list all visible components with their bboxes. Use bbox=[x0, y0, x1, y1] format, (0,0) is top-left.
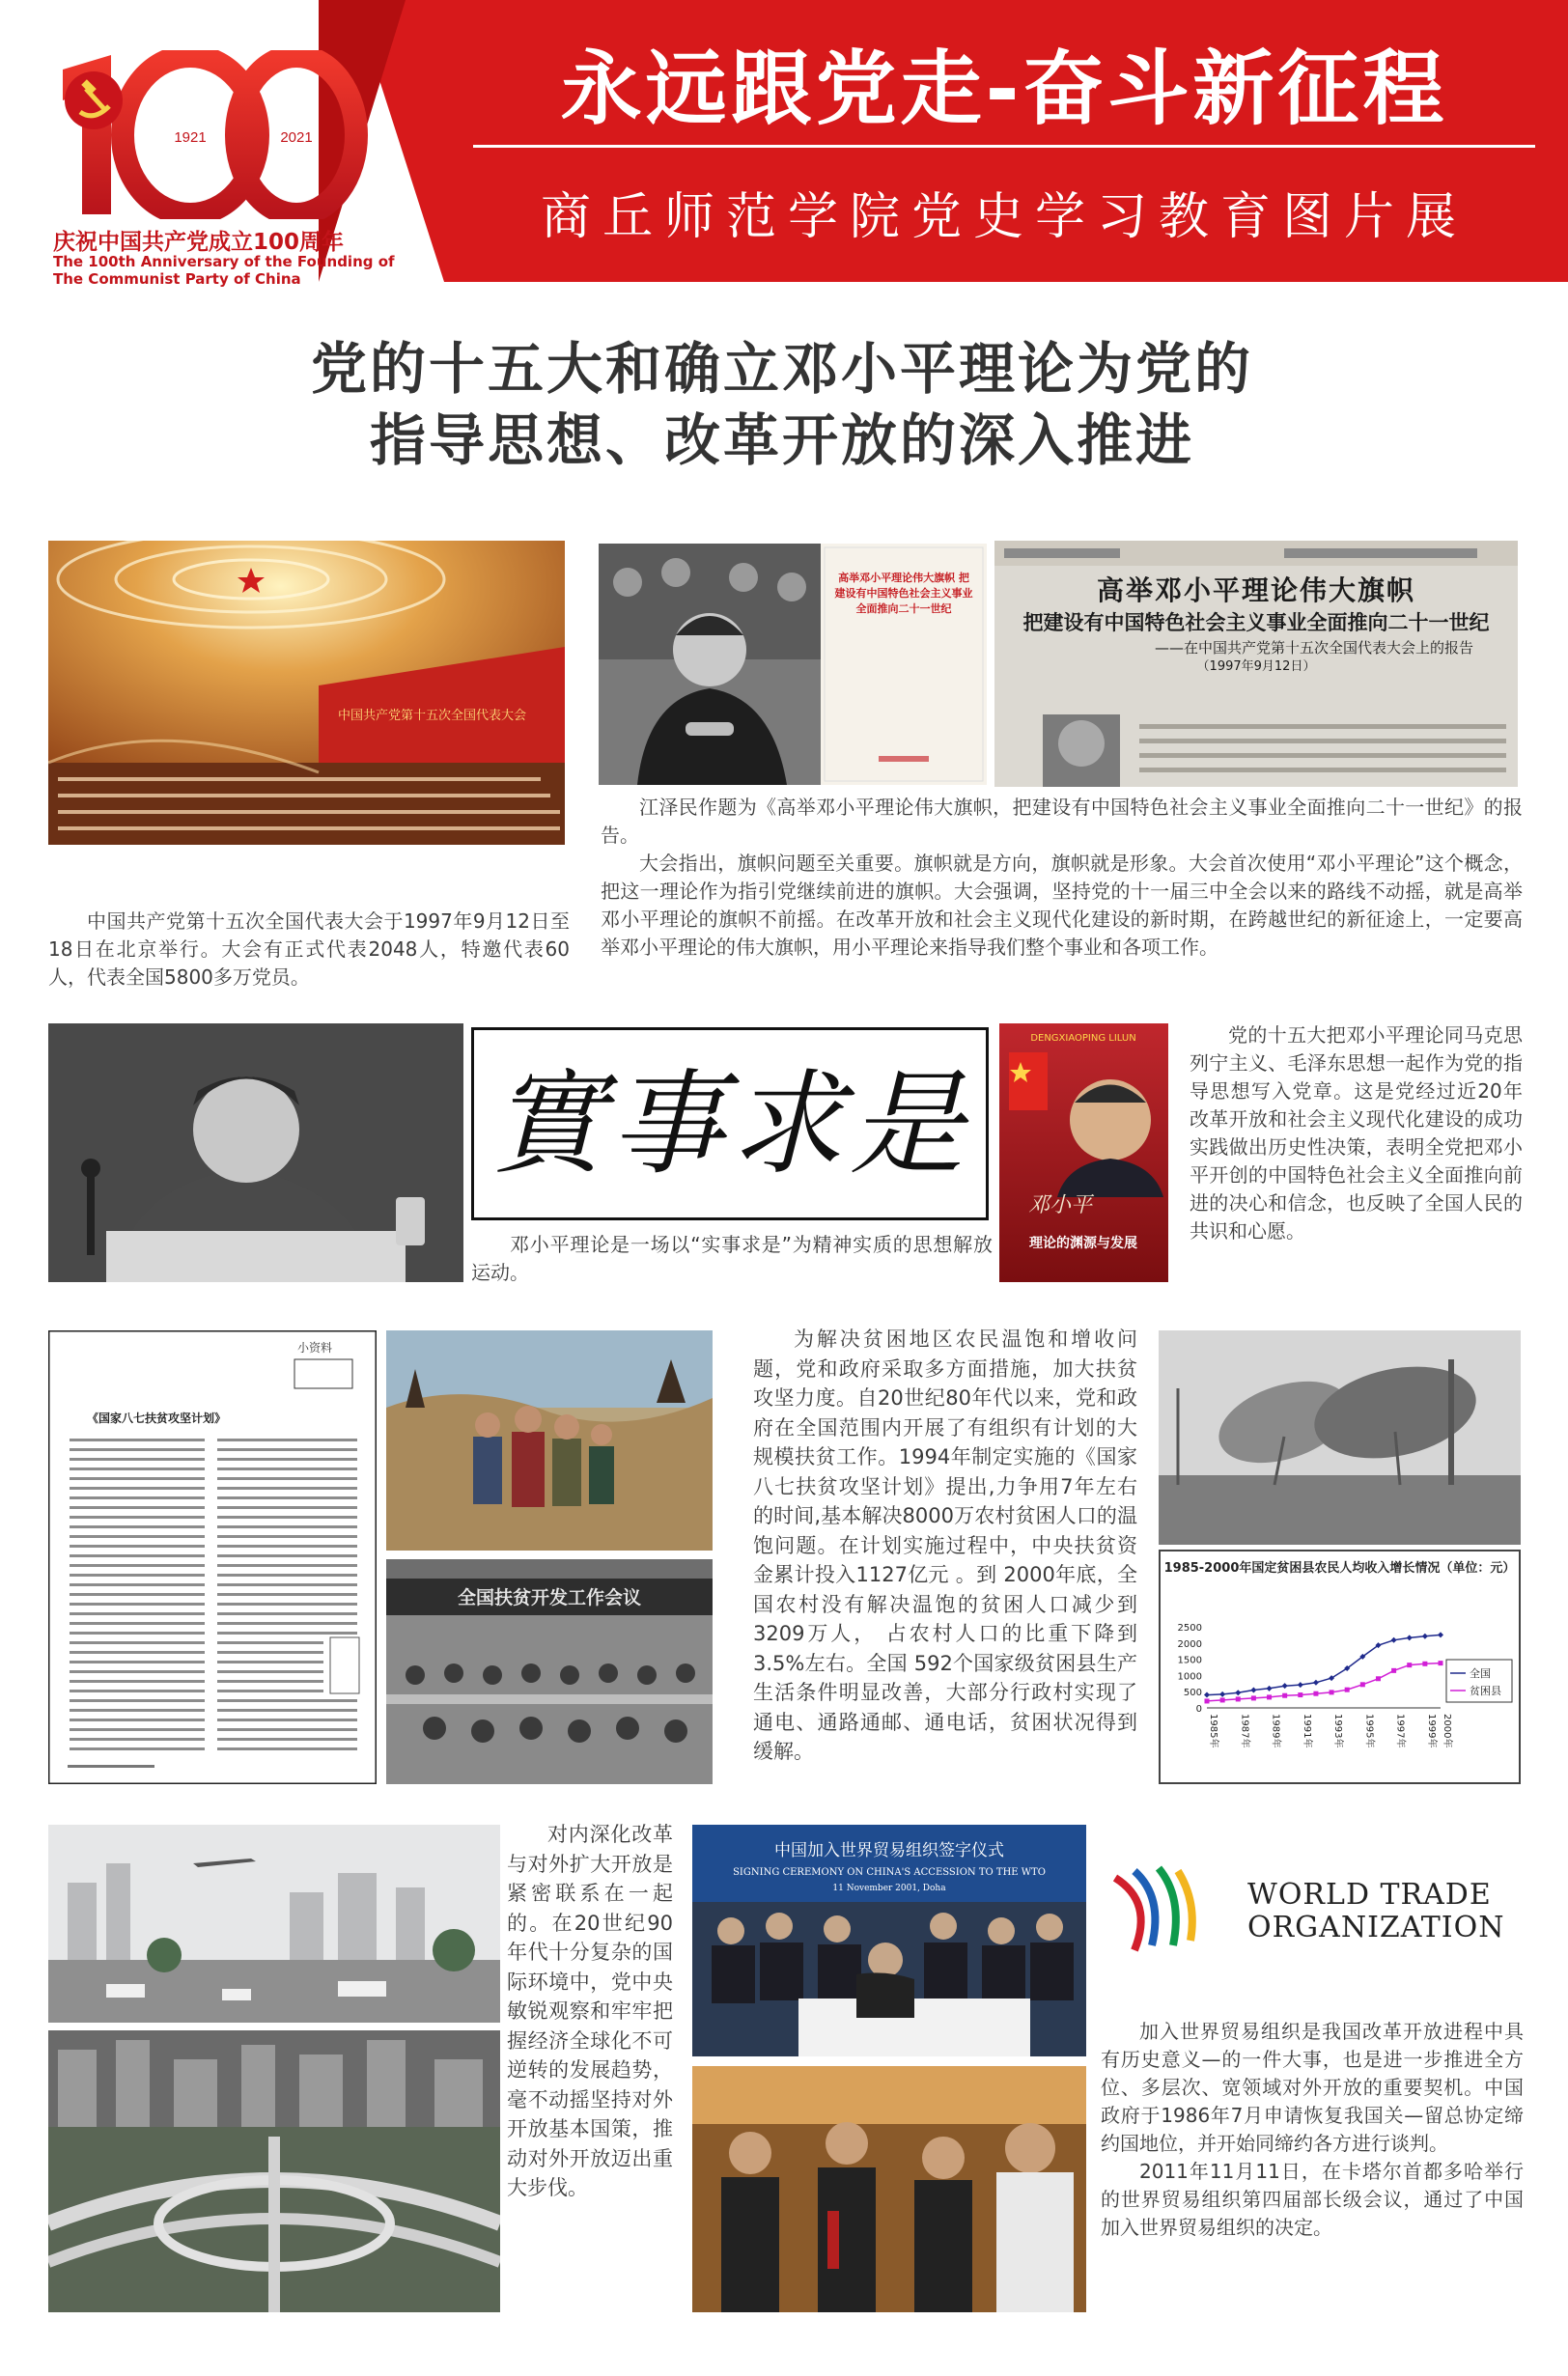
wto-signing-photo bbox=[692, 1825, 1086, 2056]
chart-y-tick: 500 bbox=[1183, 1688, 1202, 1699]
newspaper-headline1: 高举邓小平理论伟大旗帜 bbox=[1096, 574, 1415, 606]
highway-interchange-photo bbox=[48, 2030, 500, 2312]
book-top-text: DENGXIAOPING LILUN bbox=[1030, 1033, 1136, 1044]
chart-point bbox=[1438, 1632, 1443, 1637]
chart-legend-label: 贫困县 bbox=[1470, 1685, 1501, 1697]
chart-point bbox=[1205, 1698, 1210, 1703]
chart-point bbox=[1422, 1662, 1427, 1666]
section1-caption bbox=[48, 908, 570, 992]
chart-point bbox=[1391, 1668, 1396, 1673]
chart-y-tick: 1000 bbox=[1177, 1671, 1202, 1683]
section2-p1: 江泽民作题为《高举邓小平理论伟大旗帜，把建设有中国特色社会主义事业全面推向二十一世纪》的报告。 bbox=[601, 796, 1523, 847]
logo-year-start: 1921 bbox=[174, 129, 207, 146]
newspaper-sub: ——在中国共产党第十五次全国代表大会上的报告 bbox=[1154, 639, 1473, 657]
wto-wordmark-line2: ORGANIZATION bbox=[1247, 1911, 1505, 1944]
jiang-report-photo bbox=[599, 544, 821, 785]
wto-celebration-photo bbox=[692, 2066, 1086, 2312]
book-title-text: 理论的渊源与发展 bbox=[1029, 1236, 1137, 1251]
chart-x-tick: 1991年 bbox=[1301, 1714, 1312, 1748]
chart-point bbox=[1330, 1690, 1334, 1694]
chart-point bbox=[1219, 1691, 1225, 1697]
section5-text bbox=[507, 1820, 673, 2203]
chart-point bbox=[1313, 1680, 1319, 1686]
section5-text-p: 对内深化改革与对外扩大开放是紧密联系在一起的。在20世纪90年代十分复杂的国际环境中，党中央敏锐观察和牢牢把握经济全球化不可逆转的发展趋势，毫不动摇坚持对外开放基本国策，推动对外开放迈出重大步伐。 bbox=[507, 1823, 673, 2199]
book-cover-text: 高举邓小平理论伟大旗帜 把建设有中国特色社会主义事业全面推向二十一世纪 bbox=[834, 572, 973, 615]
section4-text bbox=[753, 1325, 1137, 1767]
chart-point bbox=[1298, 1682, 1303, 1688]
chart-point bbox=[1407, 1635, 1413, 1640]
chart-point bbox=[1236, 1696, 1241, 1701]
report-book-cover bbox=[821, 544, 987, 785]
chart-point bbox=[1282, 1693, 1287, 1698]
section3-caption-text: 邓小平理论是一场以“实事求是”为精神实质的思想解放运动。 bbox=[471, 1233, 993, 1284]
section3-text bbox=[1190, 1021, 1523, 1245]
calligraphy-panel bbox=[471, 1027, 989, 1220]
wto-logo bbox=[1106, 1854, 1202, 1960]
section1-caption-text: 中国共产党第十五次全国代表大会于1997年9月12日至18日在北京举行。大会有正式代表2048人，特邀代表60人，代表全国5800多万党员。 bbox=[48, 909, 570, 989]
city-road-photo bbox=[48, 1825, 500, 2023]
header-title: 永远跟党走-奋斗新征程 bbox=[560, 42, 1448, 136]
chart-plot bbox=[1161, 1551, 1519, 1782]
newspaper-date: （1997年9月12日） bbox=[1196, 659, 1316, 674]
chart-y-tick: 2500 bbox=[1177, 1623, 1202, 1634]
hall-banner-text: 中国共产党第十五次全国代表大会 bbox=[338, 709, 527, 723]
chart-point bbox=[1407, 1663, 1412, 1667]
section2-text bbox=[601, 794, 1523, 962]
section3-text-p: 党的十五大把邓小平理论同马克思列宁主义、毛泽东思想一起作为党的指导思想写入党章。这是党经过近20年改革开放和社会主义现代化建设的成功实践做出历史性决策，表明全党把邓小平开创的中国特色社会主义全面推向前进的决心和信念，也反映了全国人民的共识和心愿。 bbox=[1190, 1023, 1523, 1243]
satellite-dish-photo bbox=[1159, 1330, 1521, 1545]
chart-x-tick: 1993年 bbox=[1332, 1714, 1344, 1748]
rural-children-photo bbox=[386, 1330, 713, 1551]
doc-title: 《国家八七扶贫攻坚计划》 bbox=[87, 1412, 227, 1425]
section2-p2: 大会指出，旗帜问题至关重要。旗帜就是方向，旗帜就是形象。大会首次使用“邓小平理论”这个概念，把这一理论作为指引党继续前进的旗帜。大会强调，坚持党的十一届三中全会以来的路线不动摇，就是高举邓小平理论的旗帜不前摇。在改革开放和社会主义现代化建设的新时期，在跨越世纪的新征途上，一定要高举邓小平理论的伟大旗帜，用小平理论来指导我们整个事业和各项工作。 bbox=[601, 852, 1523, 959]
section6-p2: 2011年11月11日，在卡塔尔首都多哈举行的世界贸易组织第四届部长级会议，通过了中国加入世界贸易组织的决定。 bbox=[1101, 2160, 1524, 2239]
wto-wordmark bbox=[1247, 1879, 1537, 1944]
deng-theory-book-cover bbox=[999, 1023, 1168, 1282]
chart-point bbox=[1267, 1694, 1272, 1699]
chart-x-tick: 1997年 bbox=[1394, 1714, 1406, 1748]
section3-caption bbox=[471, 1231, 993, 1287]
chart-x-tick: 1989年 bbox=[1270, 1714, 1281, 1748]
chart-series-line bbox=[1207, 1663, 1441, 1701]
logo-en-text bbox=[53, 253, 420, 288]
ceremony-en-text: SIGNING CEREMONY ON CHINA'S ACCESSION TO THE WTO bbox=[733, 1867, 1046, 1878]
main-title bbox=[116, 333, 1448, 476]
section6-p1: 加入世界贸易组织是我国改革开放进程中具有历史意义—的一件大事，也是进一步推进全方位、多层次、宽领域对外开放的重要契机。中国政府于1986年7月申请恢复我国关—留总协定缔约国地位，并开始同缔约各方进行谈判。 bbox=[1101, 2020, 1524, 2155]
newspaper-headline2: 把建设有中国特色社会主义事业全面推向二十一世纪 bbox=[1022, 611, 1490, 634]
poverty-plan-document bbox=[48, 1330, 377, 1784]
chart-point bbox=[1235, 1690, 1241, 1695]
main-title-line2: 指导思想、改革开放的深入推进 bbox=[369, 407, 1194, 473]
section4-text-p: 为解决贫困地区农民温饱和增收问题，党和政府采取多方面措施，加大扶贫攻坚力度。自20世纪80年代以来，党和政府在全国范围内开展了有组织有计划的大规模扶贫工作。1994年制定实施的《国家八七扶贫攻坚计划》提出,力争用7年左右的时间,基本解决8000万农村贫困人口的温饱问题。在计划实施过程中，中央扶贫资金累计投入1127亿元 。到 2000年底，全国农村没有解决温饱的贫困人口减少到3209万人， 占农村人口的比重下降到3.5%左右。全国 592个国家级贫困县生产生活条件明显改善，大部分行政村实现了通电、通路通邮、通电话，贫困状况得到缓解。 bbox=[753, 1328, 1137, 1763]
chart-x-tick: 1987年 bbox=[1239, 1714, 1250, 1748]
wto-wordmark-line1: WORLD TRADE bbox=[1247, 1878, 1492, 1912]
logo-en-line1: The 100th Anniversary of the Founding of bbox=[53, 253, 395, 270]
chart-point bbox=[1282, 1683, 1288, 1689]
chart-series-line bbox=[1207, 1635, 1441, 1694]
logo-cn-text: 庆祝中国共产党成立100周年 bbox=[53, 230, 345, 255]
chart-point bbox=[1376, 1676, 1381, 1681]
meeting-banner-text: 全国扶贫开发工作会议 bbox=[457, 1587, 642, 1608]
chart-x-tick: 1999年 bbox=[1425, 1714, 1437, 1748]
chart-x-tick: 1995年 bbox=[1363, 1714, 1375, 1748]
chart-y-tick: 2000 bbox=[1177, 1638, 1202, 1650]
chart-point bbox=[1204, 1692, 1210, 1698]
logo-en-line2: The Communist Party of China bbox=[53, 270, 301, 288]
chart-x-tick: 2000年 bbox=[1442, 1714, 1452, 1748]
chart-title: 1985-2000年国定贫困县农民人均收入增长情况（单位：元） bbox=[1163, 1561, 1516, 1576]
ceremony-cn-text: 中国加入世界贸易组织签字仪式 bbox=[774, 1841, 1004, 1860]
logo-year-end: 2021 bbox=[280, 129, 313, 146]
deng-portrait-photo bbox=[48, 1023, 463, 1282]
calligraphy-text: 實事求是 bbox=[490, 1057, 969, 1190]
ceremony-date-text: 11 November 2001, Doha bbox=[832, 1884, 946, 1893]
chart-point bbox=[1360, 1682, 1365, 1687]
chart-y-tick: 1500 bbox=[1177, 1655, 1202, 1666]
congress-hall-photo bbox=[48, 541, 565, 845]
chart-point bbox=[1313, 1691, 1318, 1696]
main-title-line1: 党的十五大和确立邓小平理论为党的 bbox=[310, 336, 1253, 402]
chart-point bbox=[1391, 1637, 1397, 1643]
centenary-logo bbox=[43, 50, 372, 219]
chart-point bbox=[1345, 1688, 1350, 1692]
poverty-meeting-photo bbox=[386, 1559, 713, 1784]
income-chart bbox=[1159, 1550, 1521, 1784]
chart-point bbox=[1298, 1692, 1302, 1697]
chart-point bbox=[1439, 1661, 1443, 1665]
chart-legend-label: 全国 bbox=[1470, 1667, 1491, 1680]
doc-badge: 小资料 bbox=[297, 1341, 333, 1355]
chart-x-tick: 1985年 bbox=[1208, 1714, 1218, 1748]
chart-point bbox=[1422, 1634, 1428, 1639]
section6-text bbox=[1101, 2018, 1524, 2242]
chart-point bbox=[1251, 1695, 1256, 1700]
svg-text:邓小平: 邓小平 bbox=[1028, 1193, 1093, 1217]
newspaper-clipping bbox=[994, 541, 1518, 787]
header-divider bbox=[473, 145, 1535, 148]
header-subtitle: 商丘师范学院党史学习教育图片展 bbox=[540, 188, 1468, 246]
chart-point bbox=[1250, 1688, 1256, 1693]
chart-point bbox=[1267, 1686, 1273, 1691]
chart-y-tick: 0 bbox=[1195, 1704, 1202, 1715]
chart-point bbox=[1220, 1697, 1225, 1702]
